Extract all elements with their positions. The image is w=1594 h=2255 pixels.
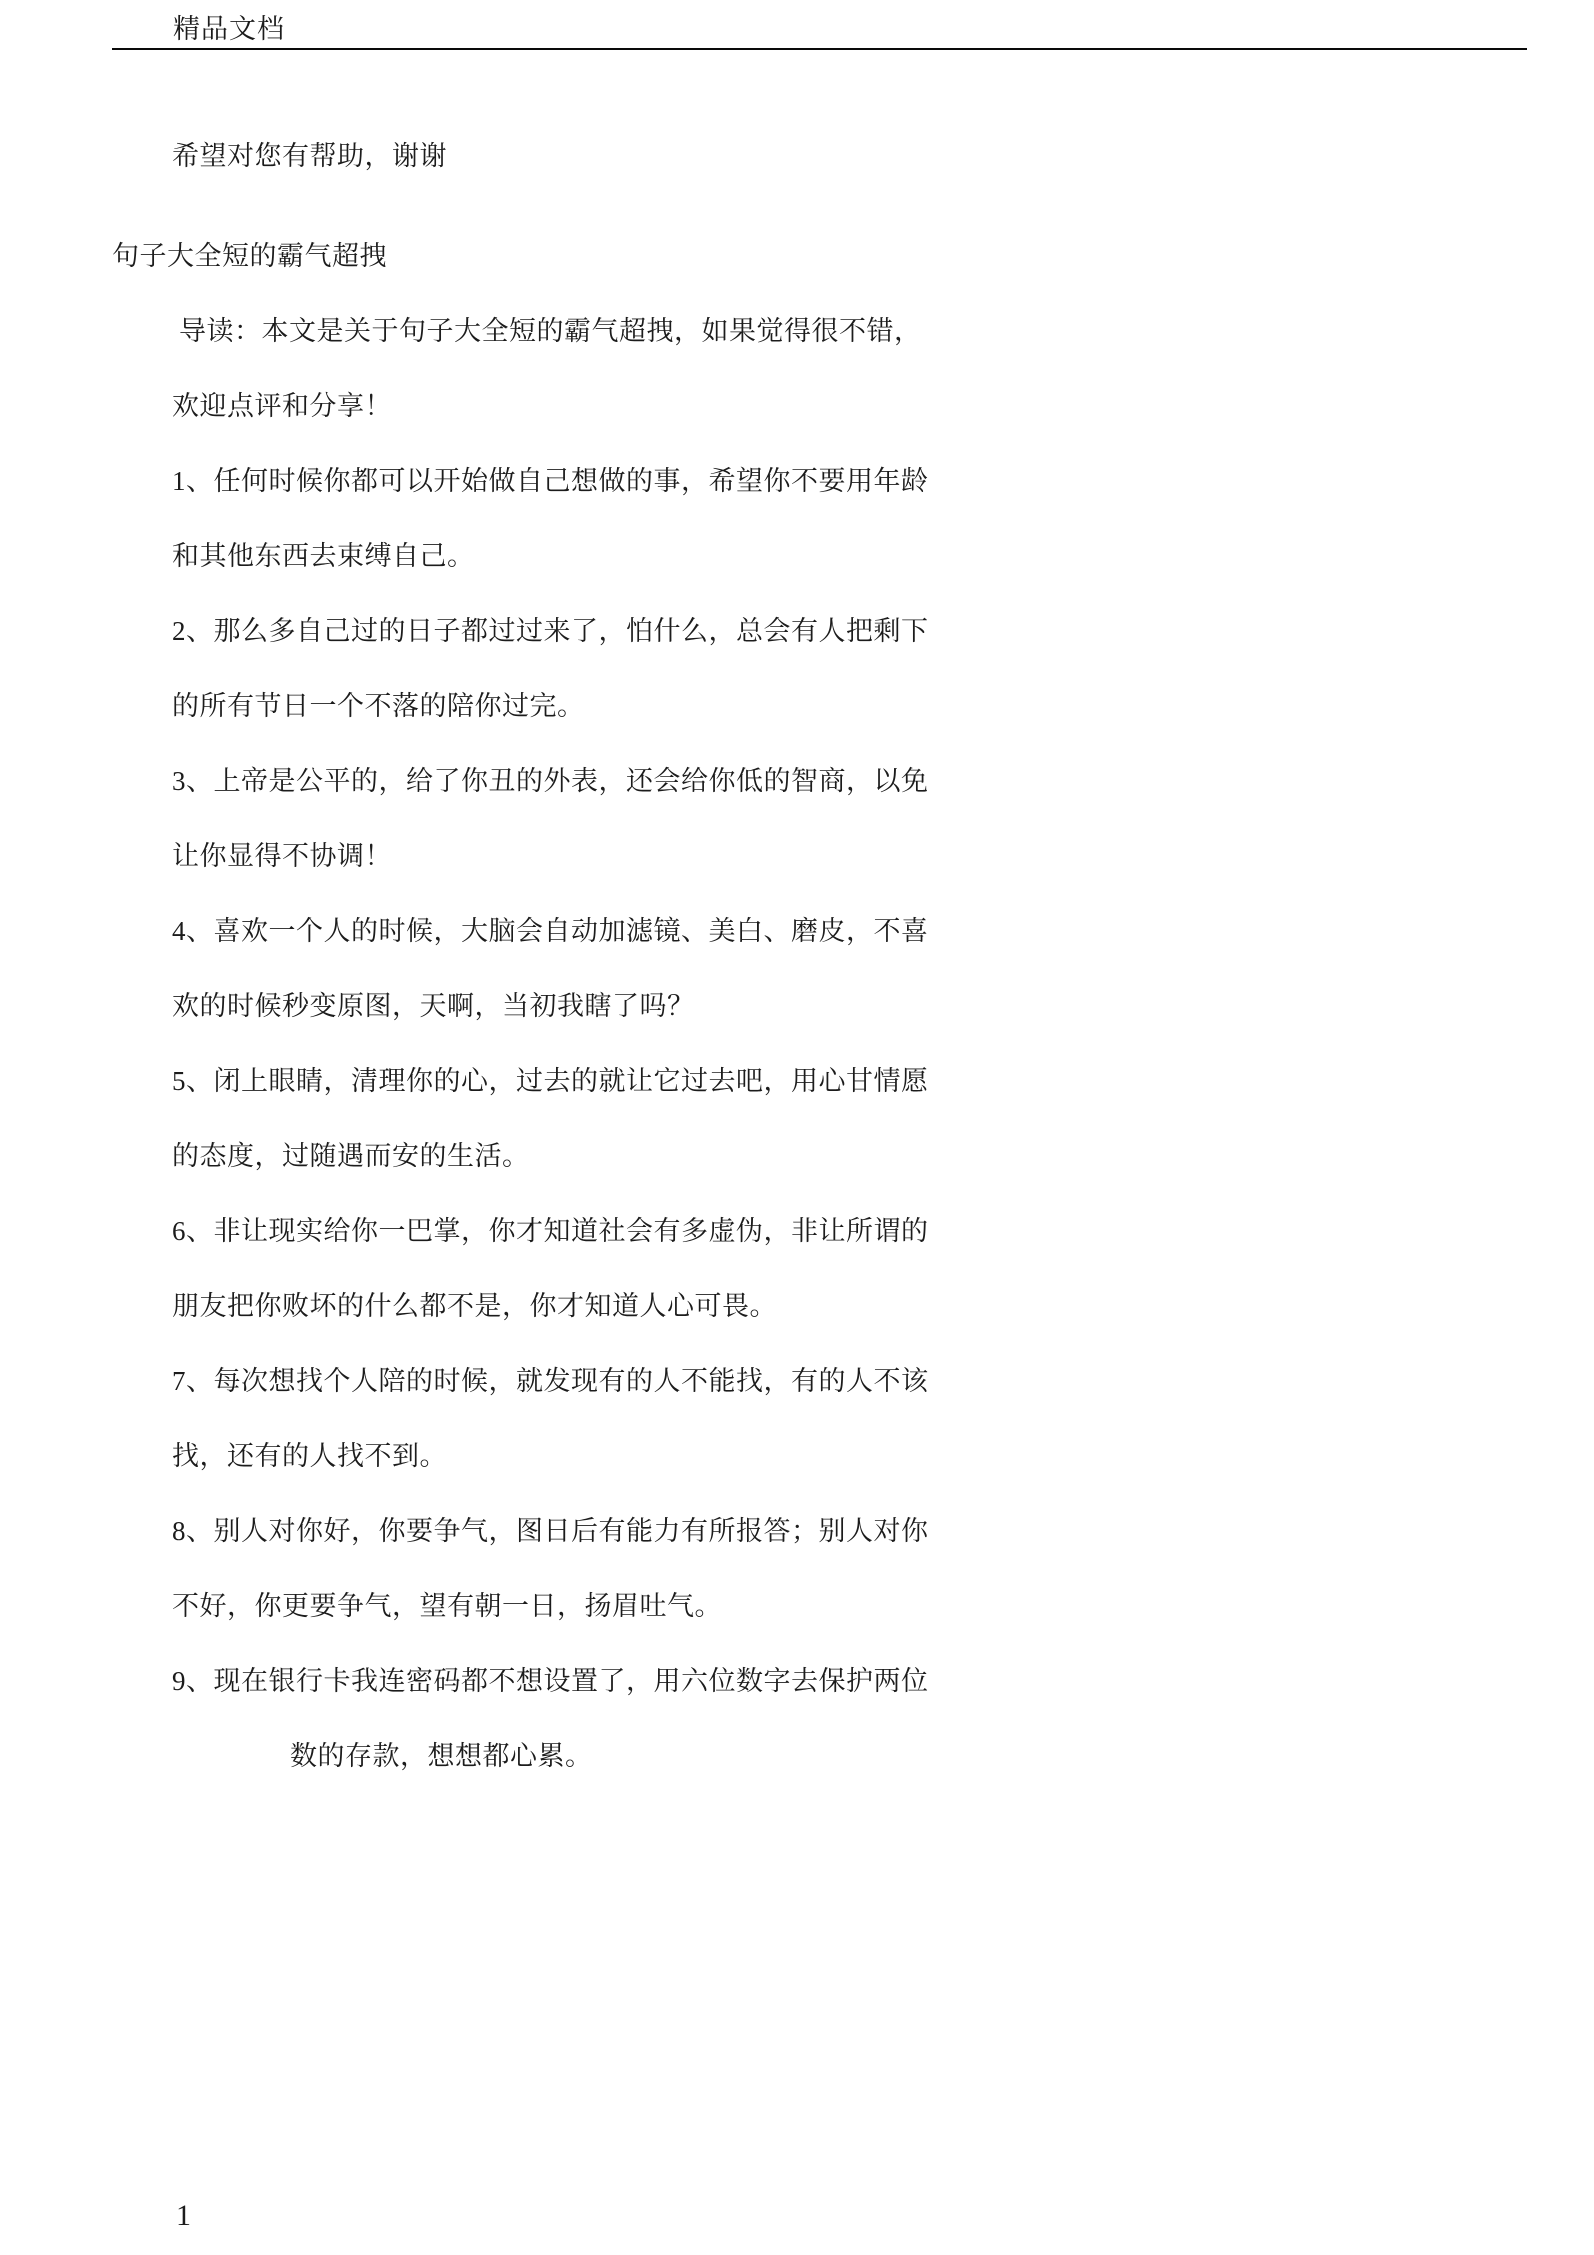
list-item-4-line: 欢的时候秒变原图，天啊，当初我瞎了吗？ bbox=[172, 991, 695, 1021]
list-item-7-line: 找，还有的人找不到。 bbox=[172, 1441, 447, 1471]
list-item-7-line: 7、每次想找个人陪的时候，就发现有的人不能找，有的人不该 bbox=[172, 1366, 929, 1396]
list-item-6-line: 6、非让现实给你一巴掌，你才知道社会有多虚伪，非让所谓的 bbox=[172, 1216, 929, 1246]
header-divider bbox=[112, 48, 1527, 50]
list-item-2-line: 2、那么多自己过的日子都过过来了，怕什么，总会有人把剩下 bbox=[172, 616, 929, 646]
list-item-9-line: 数的存款，想想都心累。 bbox=[290, 1741, 593, 1771]
intro-line: 导读：本文是关于句子大全短的霸气超拽，如果觉得很不错， bbox=[179, 316, 922, 346]
list-item-2-line: 的所有节日一个不落的陪你过完。 bbox=[172, 691, 585, 721]
page-number: 1 bbox=[176, 2199, 191, 2232]
closing-note-line: 希望对您有帮助，谢谢 bbox=[172, 141, 447, 171]
list-item-3-line: 让你显得不协调！ bbox=[172, 841, 392, 871]
list-item-5-line: 5、闭上眼睛，清理你的心，过去的就让它过去吧，用心甘情愿 bbox=[172, 1066, 929, 1096]
list-item-1-line: 和其他东西去束缚自己。 bbox=[172, 541, 475, 571]
list-item-9-line: 9、现在银行卡我连密码都不想设置了，用六位数字去保护两位 bbox=[172, 1666, 929, 1696]
document-lines bbox=[0, 119, 1594, 1794]
list-item-3-line: 3、上帝是公平的，给了你丑的外表，还会给你低的智商，以免 bbox=[172, 766, 929, 796]
page-header-label: 精品文档 bbox=[173, 14, 285, 44]
document-title: 句子大全短的霸气超拽 bbox=[112, 241, 387, 271]
list-item-1-line: 1、任何时候你都可以开始做自己想做的事，希望你不要用年龄 bbox=[172, 466, 929, 496]
list-item-8-line: 8、别人对你好，你要争气，图日后有能力有所报答；别人对你 bbox=[172, 1516, 929, 1546]
list-item-8-line: 不好，你更要争气，望有朝一日，扬眉吐气。 bbox=[172, 1591, 722, 1621]
intro-line: 欢迎点评和分享！ bbox=[172, 391, 392, 421]
list-item-6-line: 朋友把你败坏的什么都不是，你才知道人心可畏。 bbox=[172, 1291, 777, 1321]
list-item-5-line: 的态度，过随遇而安的生活。 bbox=[172, 1141, 530, 1171]
list-item-4-line: 4、喜欢一个人的时候，大脑会自动加滤镜、美白、磨皮，不喜 bbox=[172, 916, 929, 946]
